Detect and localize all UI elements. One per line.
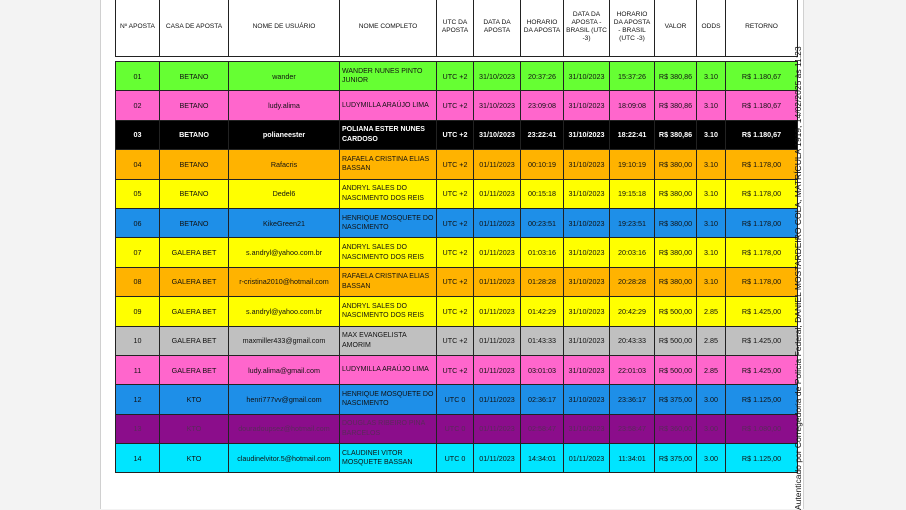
header-cell: HORARIO DA APOSTA - BRASIL (UTC -3): [610, 0, 655, 57]
bet-time-brazil-cell: 18:22:41: [610, 120, 655, 149]
bet-amount-cell: R$ 375,00: [655, 444, 697, 473]
username-cell: ludy.alima@gmail.com: [229, 355, 340, 384]
table-row: [116, 208, 798, 237]
return-amount-cell: R$ 1.178,00: [726, 150, 798, 179]
utc-offset-cell: UTC 0: [437, 444, 474, 473]
bet-date-cell: 01/11/2023: [474, 238, 521, 267]
odds-cell: 3.10: [697, 238, 726, 267]
bet-time-cell: 01:42:29: [521, 297, 564, 326]
bet-number-cell: 09: [116, 297, 160, 326]
odds-cell: 3.10: [697, 150, 726, 179]
bets-table: [115, 0, 798, 473]
full-name-cell: ANDRYL SALES DO NASCIMENTO DOS REIS: [340, 297, 437, 326]
full-name-cell: ANDRYL SALES DO NASCIMENTO DOS REIS: [340, 238, 437, 267]
bet-time-brazil-cell: 23:58:47: [610, 414, 655, 443]
bet-date-brazil-cell: 31/10/2023: [564, 91, 610, 120]
bet-time-brazil-cell: 11:34:01: [610, 444, 655, 473]
bet-date-brazil-cell: 31/10/2023: [564, 326, 610, 355]
bet-time-cell: 00:15:18: [521, 179, 564, 208]
table-row: [116, 444, 798, 473]
bookmaker-cell: BETANO: [160, 62, 229, 91]
bet-number-cell: 02: [116, 91, 160, 120]
full-name-cell: ANDRYL SALES DO NASCIMENTO DOS REIS: [340, 179, 437, 208]
utc-offset-cell: UTC +2: [437, 238, 474, 267]
bet-date-cell: 01/11/2023: [474, 444, 521, 473]
table-row: [116, 326, 798, 355]
bet-date-brazil-cell: 31/10/2023: [564, 62, 610, 91]
bet-date-brazil-cell: 31/10/2023: [564, 355, 610, 384]
return-amount-cell: R$ 1.180,67: [726, 120, 798, 149]
bet-amount-cell: R$ 380,00: [655, 238, 697, 267]
table-row: [116, 385, 798, 414]
full-name-cell: RAFAELA CRISTINA ELIAS BASSAN: [340, 150, 437, 179]
bet-date-brazil-cell: 31/10/2023: [564, 179, 610, 208]
bookmaker-cell: BETANO: [160, 120, 229, 149]
table-row: [116, 179, 798, 208]
header-cell: RETORNO: [726, 0, 798, 57]
bet-amount-cell: R$ 360,00: [655, 414, 697, 443]
bet-time-cell: 02:58:47: [521, 414, 564, 443]
username-cell: ludy.alima: [229, 91, 340, 120]
full-name-cell: CLAUDINEI VITOR MOSQUETE BASSAN: [340, 444, 437, 473]
utc-offset-cell: UTC +2: [437, 120, 474, 149]
bet-date-cell: 01/11/2023: [474, 179, 521, 208]
bet-time-cell: 03:01:03: [521, 355, 564, 384]
odds-cell: 3.00: [697, 414, 726, 443]
bet-date-cell: 01/11/2023: [474, 150, 521, 179]
bet-time-brazil-cell: 19:15:18: [610, 179, 655, 208]
bet-amount-cell: R$ 380,00: [655, 208, 697, 237]
utc-offset-cell: UTC 0: [437, 385, 474, 414]
return-amount-cell: R$ 1.125,00: [726, 444, 798, 473]
bet-date-cell: 01/11/2023: [474, 297, 521, 326]
return-amount-cell: R$ 1.178,00: [726, 238, 798, 267]
bet-amount-cell: R$ 380,86: [655, 120, 697, 149]
return-amount-cell: R$ 1.425,00: [726, 355, 798, 384]
bet-time-brazil-cell: 15:37:26: [610, 62, 655, 91]
header-cell: Nº APOSTA: [116, 0, 160, 57]
bookmaker-cell: GALERA BET: [160, 326, 229, 355]
header-cell: DATA DA APOSTA - BRASIL (UTC -3): [564, 0, 610, 57]
utc-offset-cell: UTC 0: [437, 414, 474, 443]
bet-date-cell: 01/11/2023: [474, 355, 521, 384]
return-amount-cell: R$ 1.425,00: [726, 297, 798, 326]
bet-amount-cell: R$ 380,00: [655, 179, 697, 208]
bookmaker-cell: GALERA BET: [160, 355, 229, 384]
odds-cell: 3.00: [697, 385, 726, 414]
return-amount-cell: R$ 1.178,00: [726, 179, 798, 208]
bet-amount-cell: R$ 500,00: [655, 297, 697, 326]
bet-time-cell: 00:10:19: [521, 150, 564, 179]
return-amount-cell: R$ 1.178,00: [726, 208, 798, 237]
odds-cell: 3.00: [697, 444, 726, 473]
bet-time-cell: 23:22:41: [521, 120, 564, 149]
username-cell: Dedel6: [229, 179, 340, 208]
return-amount-cell: R$ 1.425,00: [726, 326, 798, 355]
bet-time-brazil-cell: 18:09:08: [610, 91, 655, 120]
bet-date-cell: 01/11/2023: [474, 414, 521, 443]
utc-offset-cell: UTC +2: [437, 326, 474, 355]
utc-offset-cell: UTC +2: [437, 62, 474, 91]
bet-time-brazil-cell: 22:01:03: [610, 355, 655, 384]
full-name-cell: WANDER NUNES PINTO JUNIOR: [340, 62, 437, 91]
bet-date-brazil-cell: 31/10/2023: [564, 267, 610, 296]
bet-amount-cell: R$ 500,00: [655, 355, 697, 384]
bet-date-cell: 01/11/2023: [474, 385, 521, 414]
username-cell: claudinelvitor.5@hotmail.com: [229, 444, 340, 473]
bet-date-brazil-cell: 31/10/2023: [564, 238, 610, 267]
full-name-cell: LUDYMILLA ARAÚJO LIMA: [340, 91, 437, 120]
bet-amount-cell: R$ 380,00: [655, 150, 697, 179]
bet-time-cell: 01:43:33: [521, 326, 564, 355]
bookmaker-cell: KTO: [160, 414, 229, 443]
username-cell: henri777vv@gmail.com: [229, 385, 340, 414]
header-cell: DATA DA APOSTA: [474, 0, 521, 57]
bet-time-cell: 00:23:51: [521, 208, 564, 237]
bet-number-cell: 01: [116, 62, 160, 91]
odds-cell: 3.10: [697, 91, 726, 120]
table-row: [116, 150, 798, 179]
utc-offset-cell: UTC +2: [437, 297, 474, 326]
bet-number-cell: 04: [116, 150, 160, 179]
return-amount-cell: R$ 1.180,67: [726, 62, 798, 91]
table-row: [116, 120, 798, 149]
bet-number-cell: 13: [116, 414, 160, 443]
username-cell: Rafacris: [229, 150, 340, 179]
bet-number-cell: 06: [116, 208, 160, 237]
header-cell: NOME COMPLETO: [340, 0, 437, 57]
bet-amount-cell: R$ 380,00: [655, 267, 697, 296]
bet-number-cell: 10: [116, 326, 160, 355]
bet-time-cell: 20:37:26: [521, 62, 564, 91]
username-cell: wander: [229, 62, 340, 91]
odds-cell: 2.85: [697, 326, 726, 355]
full-name-cell: MAX EVANGELISTA AMORIM: [340, 326, 437, 355]
bookmaker-cell: GALERA BET: [160, 267, 229, 296]
header-cell: ODDS: [697, 0, 726, 57]
table-header-row: [116, 0, 798, 57]
odds-cell: 3.10: [697, 267, 726, 296]
bet-number-cell: 11: [116, 355, 160, 384]
odds-cell: 3.10: [697, 62, 726, 91]
odds-cell: 3.10: [697, 208, 726, 237]
bet-time-brazil-cell: 23:36:17: [610, 385, 655, 414]
utc-offset-cell: UTC +2: [437, 179, 474, 208]
full-name-cell: RAFAELA CRISTINA ELIAS BASSAN: [340, 267, 437, 296]
bookmaker-cell: BETANO: [160, 91, 229, 120]
bet-time-brazil-cell: 19:23:51: [610, 208, 655, 237]
odds-cell: 2.85: [697, 297, 726, 326]
bet-date-cell: 01/11/2023: [474, 326, 521, 355]
return-amount-cell: R$ 1.180,67: [726, 91, 798, 120]
utc-offset-cell: UTC +2: [437, 355, 474, 384]
table-row: [116, 62, 798, 91]
username-cell: s.andryl@yahoo.com.br: [229, 297, 340, 326]
bet-date-cell: 31/10/2023: [474, 91, 521, 120]
return-amount-cell: R$ 1.125,00: [726, 385, 798, 414]
bet-time-brazil-cell: 20:03:16: [610, 238, 655, 267]
utc-offset-cell: UTC +2: [437, 267, 474, 296]
full-name-cell: HENRIQUE MOSQUETE DO NASCIMENTO: [340, 385, 437, 414]
username-cell: s.andryl@yahoo.com.br: [229, 238, 340, 267]
utc-offset-cell: UTC +2: [437, 91, 474, 120]
utc-offset-cell: UTC +2: [437, 150, 474, 179]
bet-date-brazil-cell: 31/10/2023: [564, 150, 610, 179]
username-cell: polianeester: [229, 120, 340, 149]
bet-time-cell: 14:34:01: [521, 444, 564, 473]
header-cell: UTC DA APOSTA: [437, 0, 474, 57]
bookmaker-cell: BETANO: [160, 208, 229, 237]
bet-date-brazil-cell: 31/10/2023: [564, 385, 610, 414]
bet-date-cell: 01/11/2023: [474, 208, 521, 237]
bet-number-cell: 14: [116, 444, 160, 473]
bet-number-cell: 07: [116, 238, 160, 267]
bet-date-brazil-cell: 01/11/2023: [564, 444, 610, 473]
bet-number-cell: 05: [116, 179, 160, 208]
header-cell: HORARIO DA APOSTA: [521, 0, 564, 57]
full-name-cell: HENRIQUE MOSQUETE DO NASCIMENTO: [340, 208, 437, 237]
table-row: [116, 238, 798, 267]
table-body: [116, 62, 798, 473]
return-amount-cell: R$ 1.178,00: [726, 267, 798, 296]
username-cell: maxmiller433@gmail.com: [229, 326, 340, 355]
return-amount-cell: R$ 1.080,00: [726, 414, 798, 443]
authentication-stamp: [781, 40, 803, 510]
table-row: [116, 91, 798, 120]
table-row: [116, 297, 798, 326]
odds-cell: 3.10: [697, 179, 726, 208]
bet-time-cell: 23:09:08: [521, 91, 564, 120]
bet-time-brazil-cell: 20:28:28: [610, 267, 655, 296]
header-cell: VALOR: [655, 0, 697, 57]
table-row: [116, 355, 798, 384]
bet-date-cell: 31/10/2023: [474, 120, 521, 149]
bet-amount-cell: R$ 380,86: [655, 91, 697, 120]
bet-amount-cell: R$ 375,00: [655, 385, 697, 414]
bet-date-brazil-cell: 31/10/2023: [564, 208, 610, 237]
odds-cell: 2.85: [697, 355, 726, 384]
username-cell: douradoupsez@hotmail.com: [229, 414, 340, 443]
bet-time-cell: 01:03:16: [521, 238, 564, 267]
utc-offset-cell: UTC +2: [437, 208, 474, 237]
bet-date-brazil-cell: 31/10/2023: [564, 414, 610, 443]
bet-date-cell: 01/11/2023: [474, 267, 521, 296]
full-name-cell: DOUGLAS RIBEIRO PINA BARCELOS: [340, 414, 437, 443]
document-page: [100, 0, 804, 509]
header-cell: NOME DE USUÁRIO: [229, 0, 340, 57]
full-name-cell: POLIANA ESTER NUNES CARDOSO: [340, 120, 437, 149]
bet-amount-cell: R$ 500,00: [655, 326, 697, 355]
bet-date-brazil-cell: 31/10/2023: [564, 297, 610, 326]
bet-date-brazil-cell: 31/10/2023: [564, 120, 610, 149]
bet-time-brazil-cell: 20:43:33: [610, 326, 655, 355]
bookmaker-cell: BETANO: [160, 179, 229, 208]
bet-amount-cell: R$ 380,86: [655, 62, 697, 91]
header-cell: CASA DE APOSTA: [160, 0, 229, 57]
table-row: [116, 414, 798, 443]
bet-time-brazil-cell: 20:42:29: [610, 297, 655, 326]
bet-number-cell: 03: [116, 120, 160, 149]
table-row: [116, 267, 798, 296]
bet-number-cell: 12: [116, 385, 160, 414]
bookmaker-cell: BETANO: [160, 150, 229, 179]
bookmaker-cell: GALERA BET: [160, 297, 229, 326]
username-cell: KikeGreen21: [229, 208, 340, 237]
bookmaker-cell: KTO: [160, 385, 229, 414]
bet-date-cell: 31/10/2023: [474, 62, 521, 91]
username-cell: r-cristina2010@hotmail.com: [229, 267, 340, 296]
bookmaker-cell: KTO: [160, 444, 229, 473]
bookmaker-cell: GALERA BET: [160, 238, 229, 267]
odds-cell: 3.10: [697, 120, 726, 149]
authentication-stamp-text: Autenticado por Corregedoria de Polícia Federal, DANIEL MOSTARDEIRO COLA, MATRÍCULA 1919, 14/02/2025 às 11:23: [793, 46, 803, 510]
bet-time-cell: 01:28:28: [521, 267, 564, 296]
full-name-cell: LUDYMILLA ARAÚJO LIMA: [340, 355, 437, 384]
bet-time-cell: 02:36:17: [521, 385, 564, 414]
bet-number-cell: 08: [116, 267, 160, 296]
bet-time-brazil-cell: 19:10:19: [610, 150, 655, 179]
